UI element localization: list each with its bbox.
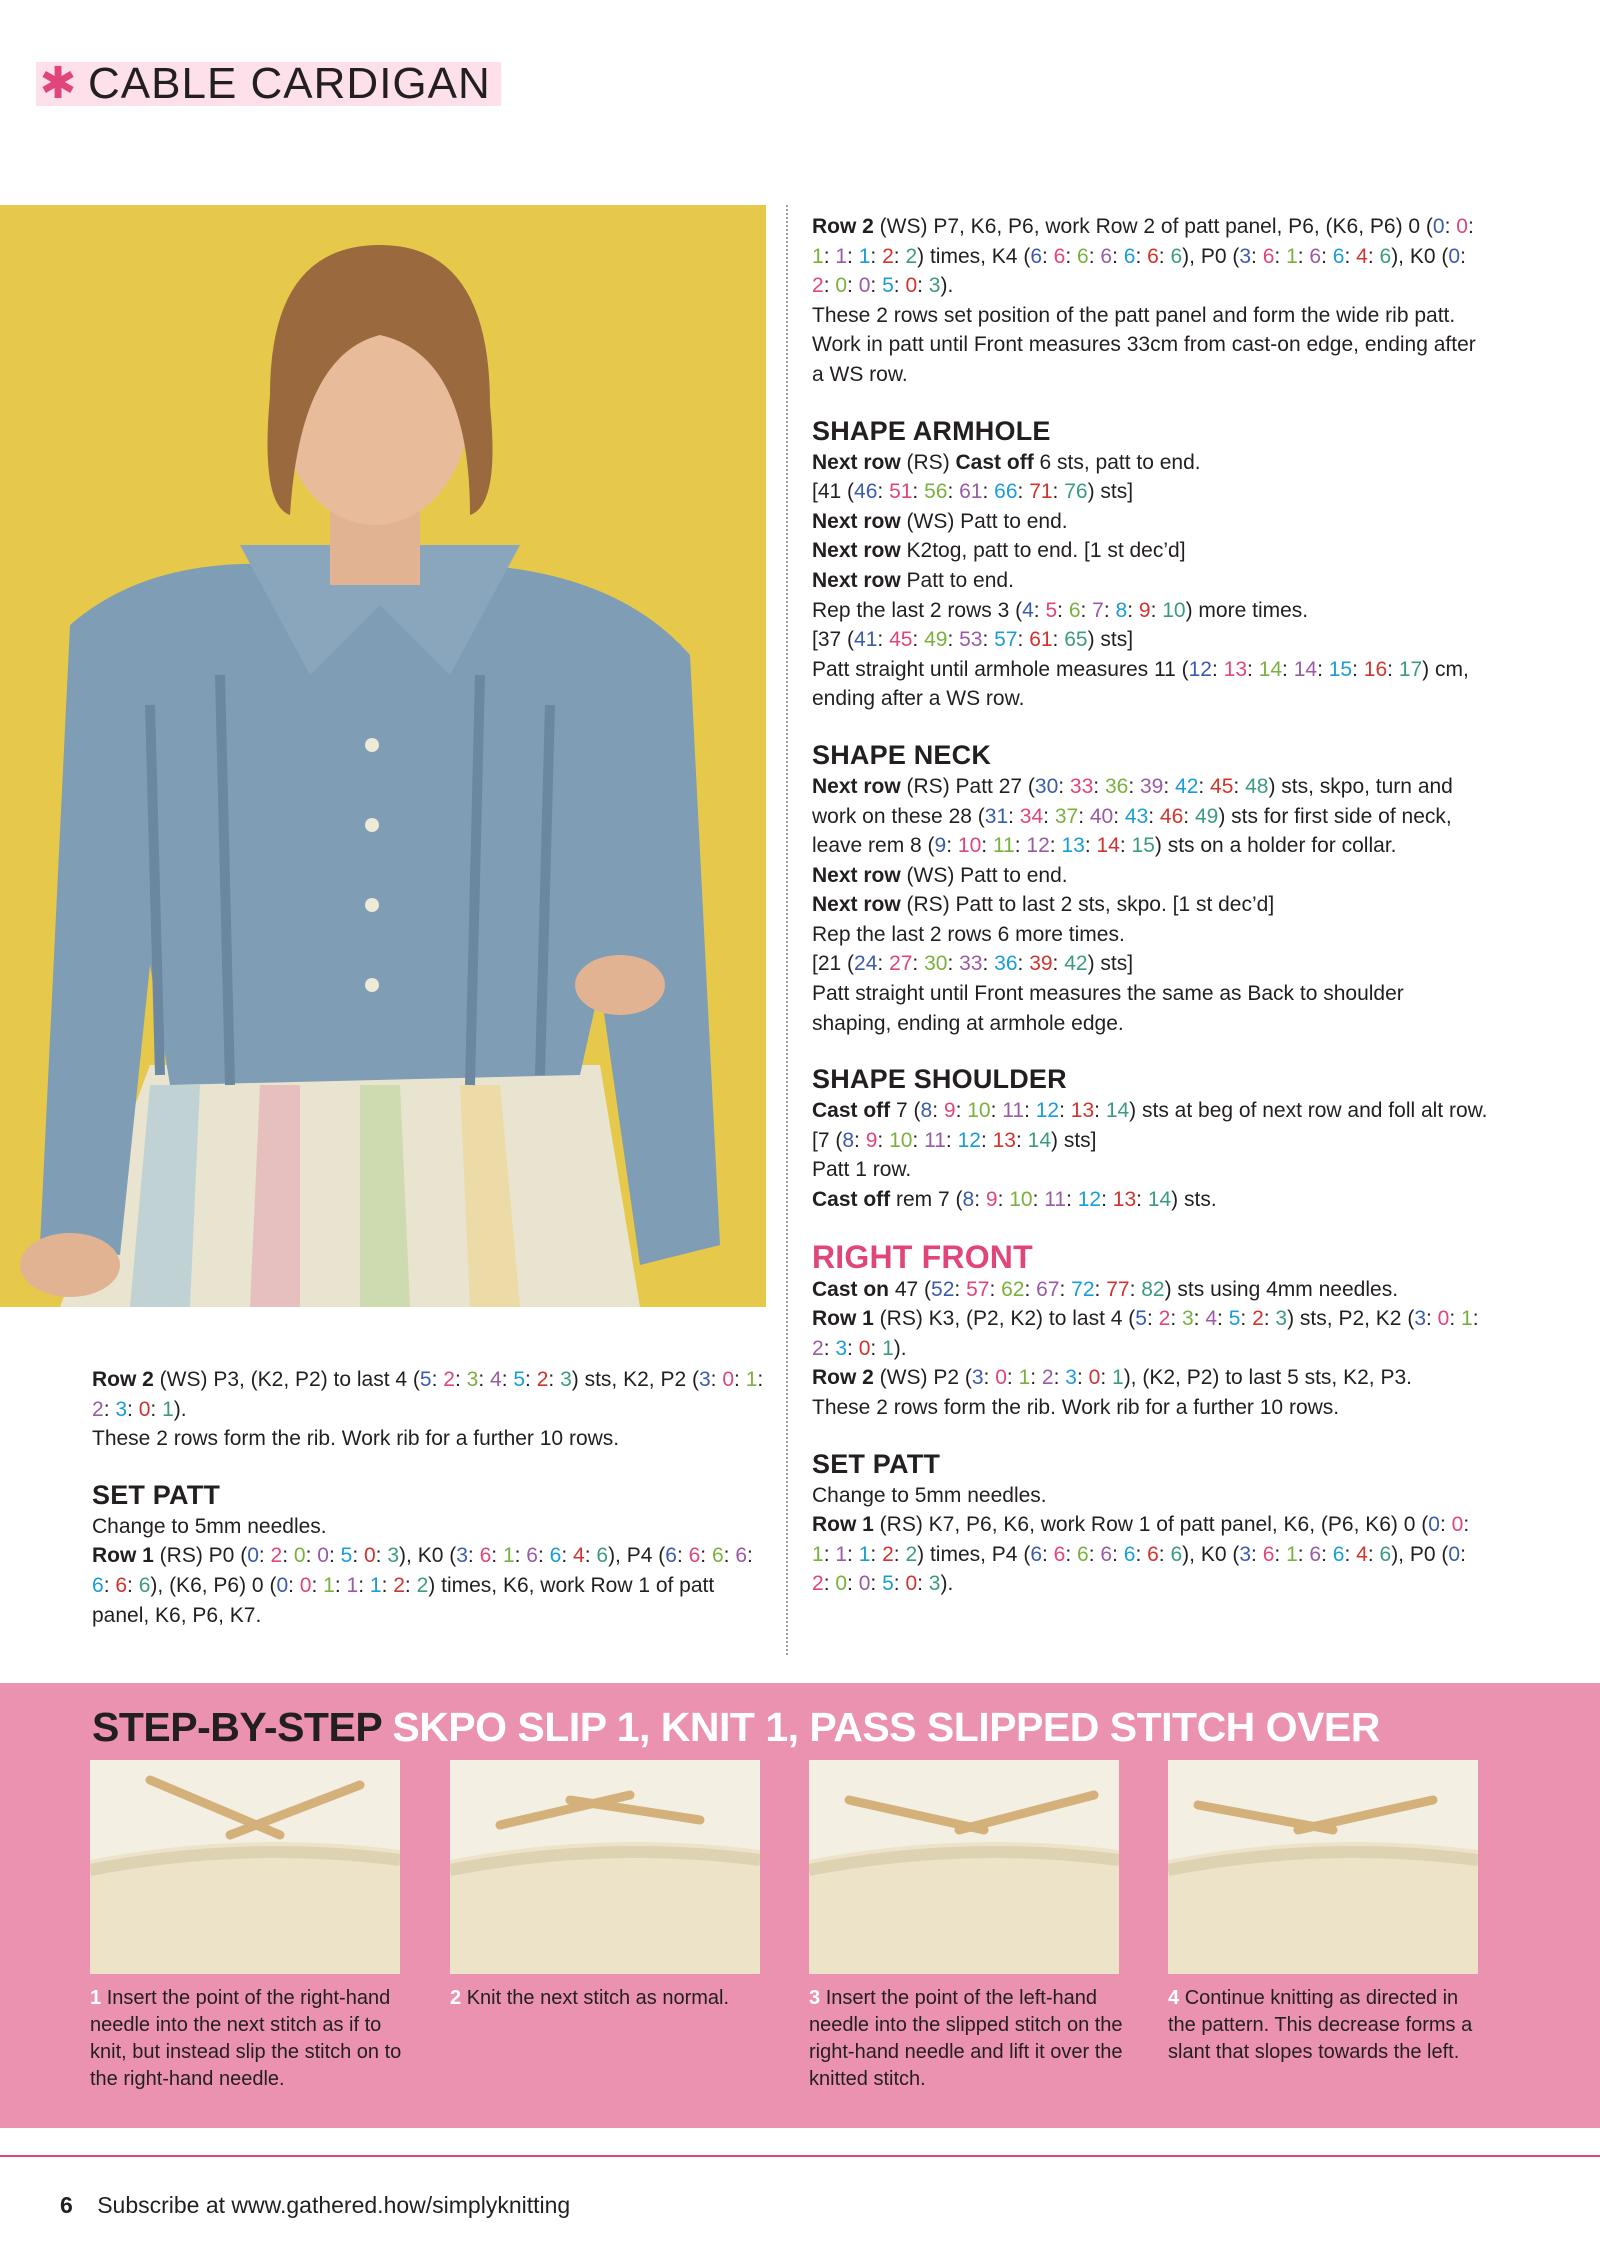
left-row2: Row 2 (WS) P3, (K2, P2) to last 4 (5: 2: 3: 4: 5: 2: 3) sts, K2, P2 (3: 0: 1: 2: 3: 0: 1). <box>92 1368 764 1421</box>
column-divider <box>786 205 788 1655</box>
page-header <box>36 59 501 108</box>
step-1-text: 1 Insert the point of the right-hand needle into the next stitch as if to knit, but instead slip the stitch on to the right-hand needle. <box>90 1987 402 2090</box>
left-change-needles: Change to 5mm needles. <box>92 1514 327 1538</box>
subscribe-link[interactable]: Subscribe at www.gathered.how/simplyknitting <box>97 2192 571 2218</box>
step-2-text: 2 Knit the next stitch as normal. <box>450 1987 730 2009</box>
step-3-photo <box>809 1760 1119 1974</box>
page-title: CABLE CARDIGAN <box>88 59 491 108</box>
step-4-photo <box>1168 1760 1478 1974</box>
step-3-text: 3 Insert the point of the left-hand needle into the slipped stitch on the right-hand needle and lift it over the knitted stitch. <box>809 1987 1123 2090</box>
right-set-patt-heading: SET PATT <box>812 1448 941 1479</box>
shape-armhole-heading: SHAPE ARMHOLE <box>812 415 1051 446</box>
page-number: 6 <box>60 2192 73 2218</box>
step-4-text: 4 Continue knitting as directed in the pattern. This decrease forms a slant that slopes towards the left. <box>1168 1987 1473 2063</box>
left-set-patt-heading: SET PATT <box>92 1479 221 1510</box>
step-2-photo <box>450 1760 760 1974</box>
step-1-photo <box>90 1760 400 1974</box>
shape-shoulder-heading: SHAPE SHOULDER <box>812 1064 1067 1095</box>
flower-icon: ✱ <box>39 59 77 108</box>
footer-rule <box>0 2155 1600 2157</box>
left-rib-note: These 2 rows form the rib. Work rib for a further 10 rows. <box>92 1427 620 1451</box>
left-row1: Row 1 (RS) P0 (0: 2: 0: 0: 5: 0: 3), K0 (3: 6: 1: 6: 6: 4: 6), P4 (6: 6: 6: 6: 6: 6: 6), (K6, P6) 0 (0: 0: 1: 1: 1: 2: 2) times, K6, work Row 1 of patt panel, K6, P6, K7. <box>92 1544 753 1627</box>
page-footer <box>60 2190 570 2220</box>
right-row2: Row 2 (WS) P7, K6, P6, work Row 2 of patt panel, P6, (K6, P6) 0 (0: 0: 1: 1: 1: 2: 2) times, K4 (6: 6: 6: 6: 6: 6: 6), P0 (3: 6: 1: 6: 6: 4: 6), K0 (0: 2: 0: 0: 5: 0: 3). <box>812 215 1474 298</box>
cardigan-photo <box>0 205 766 1307</box>
step-title: STEP-BY-STEP SKPO SLIP 1, KNIT 1, PASS SLIPPED STITCH OVER <box>92 1704 1380 1750</box>
right-front-heading: RIGHT FRONT <box>812 1238 1033 1275</box>
left-column <box>92 1365 772 1630</box>
right-column: Row 2 (WS) P7, K6, P6, work Row 2 of patt panel, P6, (K6, P6) 0 (0: 0: 1: 1: 1: 2: 2) times, K4 (6: 6: 6: 6: 6: 6: 6), P0 (3: 6: 1: 6: 6: 4: 6), K0 (0: 2: 0: 0: 5: 0: 3). These 2 rows set position of the patt panel and form the wide rib patt. Work in patt until Front measures 33cm from cast-on edge, ending after a WS row. SHAPE ARMHOLE Next row (RS) Cast off 6 sts, patt to end. [41 (46: 51: 56: 61: 66: 71: 76) sts] Next row (WS) Patt to end. Next row K2tog, patt to end. [1 st dec’d] Next row Patt to end. Rep the last 2 rows 3 (4: 5: 6: 7: 8: 9: 10) more times. [37 (41: 45: 49: 53: 57: 61: 65) sts] Patt straight until armhole measures 11 (12: 13: 14: 14: 15: 16: 17) cm, ending after a WS row. SHAPE NECK Next row (RS) Patt 27 (30: 33: 36: 39: 42: 45: 48) sts, skpo, turn and work on these 28 (31: 34: 37: 40: 43: 46: 49) sts for first side of neck, leave rem 8 (9: 10: 11: 12: 13: 14: 15) sts on a holder for collar. Next row (WS) Patt to end. Next row (RS) Patt to last 2 sts, skpo. [1 st dec’d] Rep the last 2 rows 6 more times. [21 (24: 27: 30: 33: 36: 39: 42) sts] Patt straight until Front measures the same as Back to shoulder shaping, ending at armhole edge. SHAPE SHOULDER Cast off 7 (8: 9: 10: 11: 12: 13: 14) sts at beg of next row and foll alt row. [7 (8: 9: 10: 11: 12: 13: 14) sts] Patt 1 row. Cast off rem 7 (8: 9: 10: 11: 12: 13: 14) sts. RIGHT FRONT Cast on 47 (52: 57: 62: 67: 72: 77: 82) sts using 4mm needles. Row 1 (RS) K3, (P2, K2) to last 4 (5: 2: 3: 4: 5: 2: 3) sts, P2, K2 (3: 0: 1: 2: 3: 0: 1). Row 2 (WS) P2 (3: 0: 1: 2: 3: 0: 1), (K2, P2) to last 5 sts, K2, P3. These 2 rows form the rib. Work rib for a further 10 rows. SET PATT Change to 5mm needles. Row 1 (RS) K7, P6, K6, work Row 1 of patt panel, K6, (P6, K6) 0 (0: 0: 1: 1: 1: 2: 2) times, P4 (6: 6: 6: 6: 6: 6: 6), K0 (3: 6: 1: 6: 6: 4: 6), P0 (0: 2: 0: 0: 5: 0: 3). <box>812 212 1488 1599</box>
shape-neck-heading: SHAPE NECK <box>812 739 992 770</box>
model-illustration <box>0 205 766 1307</box>
